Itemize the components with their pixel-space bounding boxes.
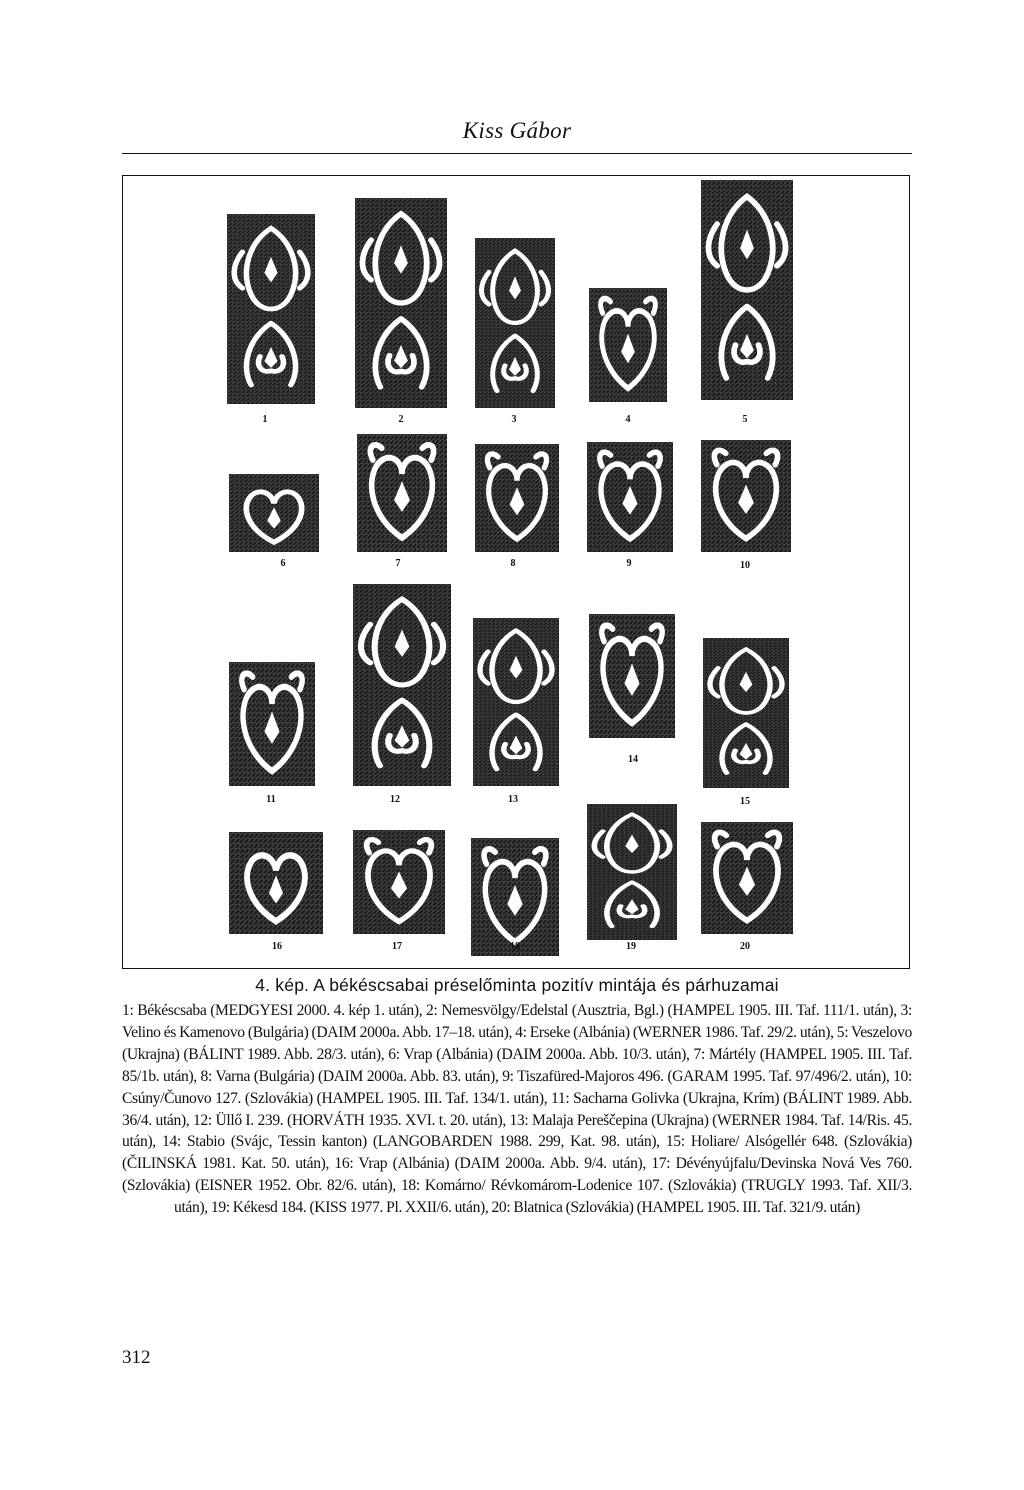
figure-label-4: 4	[625, 414, 631, 425]
figure-caption-body: 1: Békéscsaba (MEDGYESI 2000. 4. kép 1. után), 2: Nemesvölgy/Edelstal (Ausztria, Bgl.) (HAMPEL 1905. III. Taf. 111/1. után), 3: Velino és Kamenovo (Bulgária) (DAIM 2000a. Abb. 17–18. után), 4: Erseke (Albánia) (WERNER 1986. Taf. 29/2. után), 5: Veszelovo (Ukrajna) (BÁLINT 1989. Abb. 28/3. után), 6: Vrap (Albánia) (DAIM 2000a. Abb. 10/3. után), 7: Mártély (HAMPEL 1905. III. Taf. 85/1b. után), 8: Varna (Bulgária) (DAIM 2000a. Abb. 83. után), 9: Tiszafüred-Majoros 496. (GARAM 1995. Taf. 97/496/2. után), 10: Csúny/Čunovo 127. (Szlovákia) (HAMPEL 1905. III. Taf. 134/1. után), 11: Sacharna Golivka (Ukrajna, Krím) (BÁLINT 1989. Abb. 36/4. után), 12: Üllő I. 239. (HORVÁTH 1935. XVI. t. 20. után), 13: Malaja Pereščepina (Ukrajna) (WERNER 1984. Taf. 14/Ris. 45. után), 14: Stabio (Svájc, Tessin kanton) (LANGOBARDEN 1988. 299, Kat. 98. után), 15: Holiare/ Alsógellér 648. (Szlovákia) (ČILINSKÁ 1981. Kat. 50. után), 16: Vrap (Albánia) (DAIM 2000a. Abb. 9/4. után), 17: Dévényújfalu/Devinska Nová Ves 760. (Szlovákia) (EISNER 1952. Obr. 82/6. után), 18: Komárno/ Révkomárom-Lodenice 107. (Szlovákia) (TRUGLY 1993. Taf. XII/3. után), 19: Kékesd 184. (KISS 1977. Pl. XXII/6. után), 20: Blatnica (Szlovákia) (HAMPEL 1905. III. Taf. 321/9. után)	[122, 1002, 912, 1217]
figure-panel-13	[473, 618, 559, 786]
figure-panel-17	[353, 830, 445, 934]
figure-label-17: 17	[392, 941, 402, 952]
figure-label-3: 3	[511, 414, 517, 425]
figure-label-14: 14	[628, 754, 638, 765]
figure-caption-title: 4. kép. A békéscsabai préselőminta pozitív mintája és párhuzamai	[255, 975, 779, 995]
figure-panel-9	[587, 442, 673, 552]
figure-panel-1	[227, 214, 315, 404]
figure-label-20: 20	[740, 941, 750, 952]
figure-label-6: 6	[280, 558, 286, 569]
figure-label-9: 9	[626, 558, 632, 569]
figure-panel-11	[229, 662, 315, 786]
running-head-title: Kiss Gábor	[462, 118, 572, 143]
figure-panel-2	[355, 198, 447, 408]
figure-panel-19	[587, 804, 677, 940]
figure-label-1: 1	[262, 414, 268, 425]
figure-label-5: 5	[742, 414, 748, 425]
figure-frame	[122, 175, 910, 969]
figure-panel-3	[475, 238, 555, 408]
header-rule	[122, 153, 912, 154]
figure-panel-14	[589, 614, 675, 738]
figure-panel-10	[701, 440, 791, 552]
figure-panel-16	[229, 832, 323, 934]
page-number: 312	[122, 1347, 151, 1368]
figure-panel-6	[229, 474, 319, 552]
figure-label-12: 12	[390, 794, 400, 805]
figure-panel-7	[357, 434, 447, 552]
figure-label-15: 15	[740, 796, 750, 807]
figure-label-16: 16	[272, 941, 282, 952]
figure-label-2: 2	[398, 414, 404, 425]
figure-panel-20	[701, 822, 793, 934]
figure-label-7: 7	[395, 558, 401, 569]
figure-label-13: 13	[508, 794, 518, 805]
figure-label-19: 19	[626, 941, 636, 952]
figure-panel-8	[475, 444, 559, 552]
figure-label-11: 11	[266, 794, 276, 805]
figure-panel-5	[701, 180, 793, 400]
figure-panel-18	[471, 838, 559, 956]
figure-panel-4	[589, 288, 667, 402]
figure-panel-15	[703, 638, 789, 788]
figure-panel-12	[353, 584, 451, 786]
figure-label-8: 8	[510, 558, 516, 569]
figure-label-18: 18	[510, 941, 520, 952]
figure-label-10: 10	[740, 560, 750, 571]
